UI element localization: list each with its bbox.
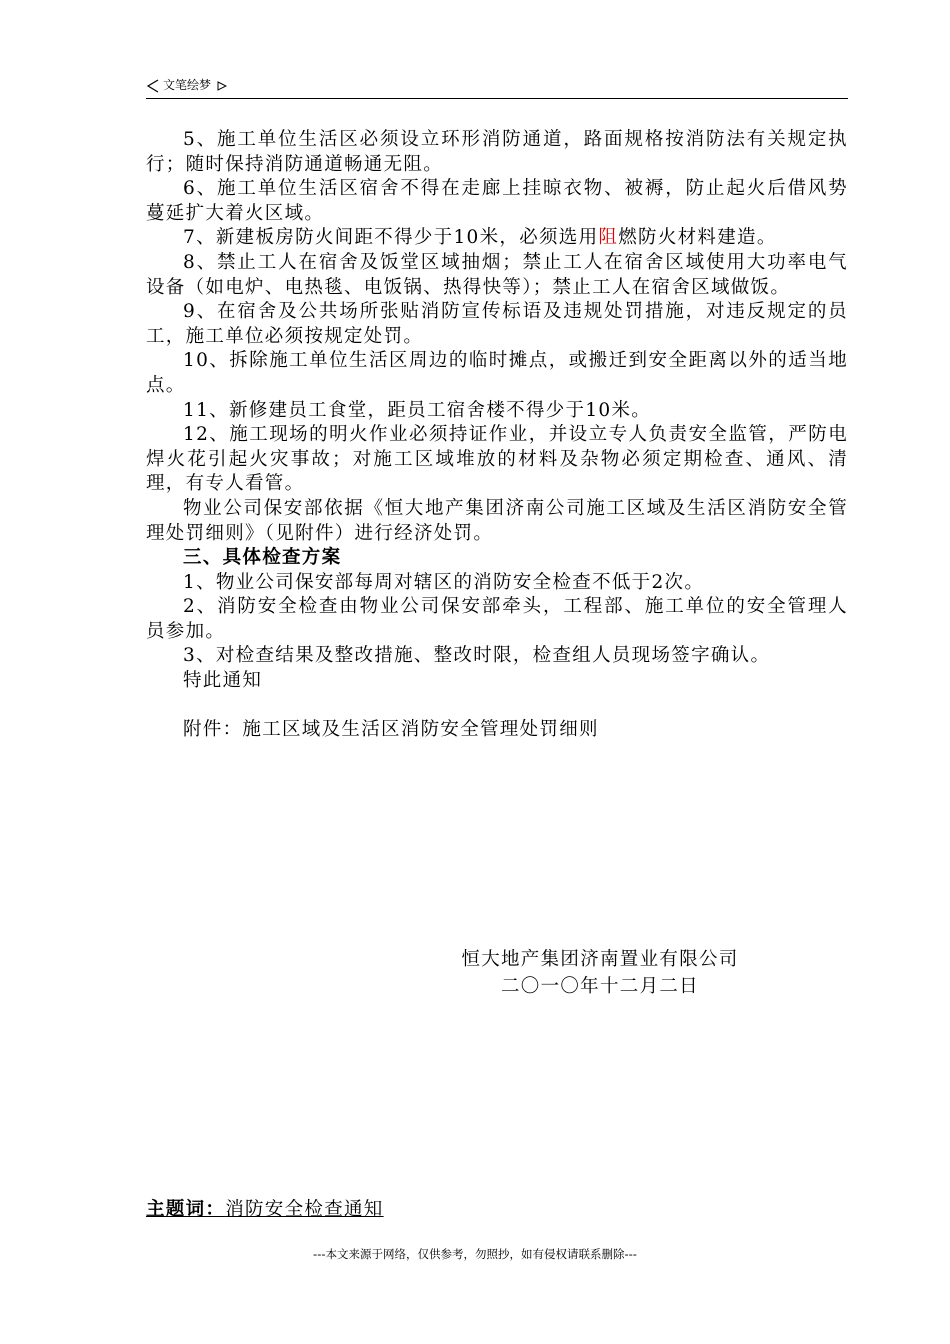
section-3-item-3: 3、对检查结果及整改措施、整改时限，检查组人员现场签字确认。 xyxy=(183,645,771,667)
subject-line xyxy=(146,1195,384,1221)
header-brand-group xyxy=(146,76,227,93)
signature-company: 恒大地产集团济南置业有限公司 xyxy=(461,949,739,970)
paragraph-5: 5、施工单位生活区必须设立环形消防通道，路面规格按消防法有关规定执行；随时保持消防通道畅通无阻。 xyxy=(146,129,848,175)
paragraph-7-before: 7、新建板房防火间距不得少于10米，必须选用 xyxy=(183,227,599,249)
paragraph-10: 10、拆除施工单位生活区周边的临时摊点，或搬迁到安全距离以外的适当地点。 xyxy=(146,350,848,396)
paragraph-11: 11、新修建员工食堂，距员工宿舍楼不得少于10米。 xyxy=(183,399,652,421)
paragraph-7-after: 燃防火材料建造。 xyxy=(618,227,777,249)
section-3-heading: 三、具体检查方案 xyxy=(183,547,342,569)
subject-value: 消防安全检查通知 xyxy=(225,1199,384,1220)
attachment-line: 附件：施工区域及生活区消防安全管理处罚细则 xyxy=(183,719,599,741)
page-header xyxy=(146,72,848,99)
document-body xyxy=(146,128,848,743)
paragraph-9: 9、在宿舍及公共场所张贴消防宣传标语及违规处罚措施，对违反规定的员工，施工单位必须按规定处罚。 xyxy=(146,301,848,347)
blank-line xyxy=(146,694,848,719)
paragraph-6: 6、施工单位生活区宿舍不得在走廊上挂晾衣物、被褥，防止起火后借风势蔓延扩大着火区域。 xyxy=(146,178,848,224)
signature-date: 二〇一〇年十二月二日 xyxy=(500,976,699,997)
signature-block xyxy=(420,946,780,1000)
paragraph-penalty: 物业公司保安部依据《恒大地产集团济南公司施工区域及生活区消防安全管理处罚细则》（见附件）进行经济处罚。 xyxy=(146,497,848,544)
subject-label: 主题词： xyxy=(146,1199,226,1220)
section-3-item-2: 2、消防安全检查由物业公司保安部牵头，工程部、施工单位的安全管理人员参加。 xyxy=(146,596,848,642)
triangle-right-icon xyxy=(217,81,227,91)
triangle-left-icon xyxy=(146,79,160,93)
paragraph-7 xyxy=(146,226,848,251)
closing-notice: 特此通知 xyxy=(183,670,263,692)
paragraph-7-highlight: 阻 xyxy=(598,227,619,249)
header-brand: 文笔绘梦 xyxy=(163,78,212,92)
section-3-item-1: 1、物业公司保安部每周对辖区的消防安全检查不低于2次。 xyxy=(183,571,705,593)
footer-disclaimer: ---本文来源于网络，仅供参考，勿照抄，如有侵权请联系删除--- xyxy=(313,1247,637,1261)
paragraph-12: 12、施工现场的明火作业必须持证作业，并设立专人负责安全监管，严防电焊火花引起火灾事故；对施工区域堆放的材料及杂物必须定期检查、通风、清理，有专人看管。 xyxy=(146,424,848,495)
paragraph-8: 8、禁止工人在宿舍及饭堂区域抽烟；禁止工人在宿舍区域使用大功率电气设备（如电炉、电热毯、电饭锅、热得快等）；禁止工人在宿舍区域做饭。 xyxy=(146,251,848,298)
